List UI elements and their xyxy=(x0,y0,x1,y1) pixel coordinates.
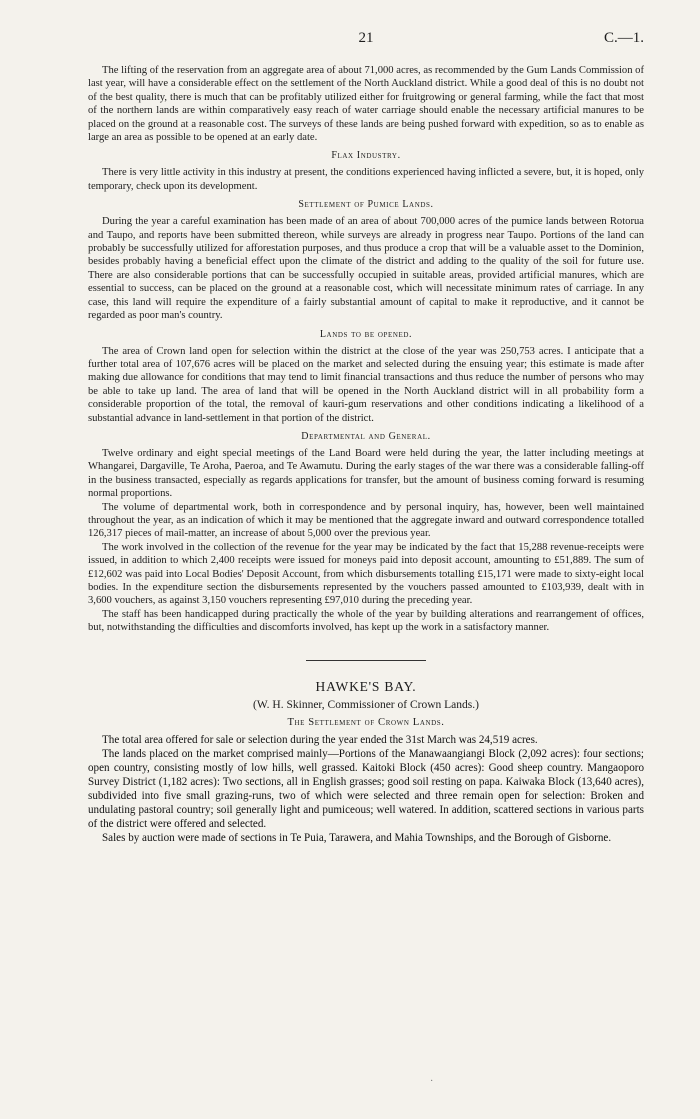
page-number: 21 xyxy=(358,30,374,46)
pumice-paragraph: During the year a careful examination has been made of an area of about 700,000 acres of the pumice lands between Rotorua and Taupo, and reports have been submitted thereon, while surveys are already in progress near Taupo. Portions of the land can probably be successfully utilized for afforestation purposes, and thus produce a crop that will be a valuable asset to the Dominion, besides probably having a beneficial effect upon the climate of the district and adding to the quality of the soil for future use. There are also considerable portions that can be successfully occupied in suitable areas, provided artificial manures, which are essential to success, can be placed on the ground at a reasonable cost, which will necessitate minimum rates of carriage. In any case, this land will require the expenditure of a fairly substantial amount of capital to make it reproductive, and it cannot be regarded as poor man's country. xyxy=(88,216,644,322)
section-divider xyxy=(306,660,426,661)
hawkes-bay-paragraph-3: Sales by auction were made of sections in Te Puia, Tarawera, and Mahia Townships, and the Borough of Gisborne. xyxy=(102,831,612,844)
departmental-paragraph-4: The staff has been handicapped during practically the whole of the year by building alterations and rearrangement of offices, but, notwithstanding the difficulties and discomforts involved, has kept up the work in a satisfactory manner. xyxy=(88,608,644,634)
departmental-paragraph-1: Twelve ordinary and eight special meetings of the Land Board were held during the year, the latter including meetings at Whangarei, Dargaville, Te Aroha, Paeroa, and Te Awamutu. During the early stages of the war there was a considerable falling-off in the business transacted, especially as regards applications for transfer, but the amount of business coming forward is resuming normal proportions. xyxy=(88,447,644,500)
pumice-heading: Settlement of Pumice Lands. xyxy=(298,199,434,211)
flax-heading: Flax Industry. xyxy=(331,150,401,162)
departmental-heading: Departmental and General. xyxy=(301,430,431,442)
page-body xyxy=(88,64,644,845)
hawkes-bay-section xyxy=(88,679,644,845)
departmental-paragraph-3: The work involved in the collection of the revenue for the year may be indicated by the fact that 15,288 revenue-receipts were issued, in addition to which 2,400 receipts were issued for moneys paid into deposit account, amounting to £51,889. The sum of £12,602 was paid into Local Bodies' Deposit Account, from which disbursements totalling £15,171 were made to sixty-eight local bodies. In the expenditure section the disbursements represented by the vouchers passed amounted to £103,939, dealt with in 3,600 vouchers, as against 3,150 vouchers representing £97,010 during the preceding year. xyxy=(88,541,644,607)
flax-paragraph: There is very little activity in this industry at present, the conditions experienced having inflicted a severe, but, it is hoped, only temporary, check upon its development. xyxy=(88,167,644,192)
district-title: HAWKE'S BAY. xyxy=(315,678,417,694)
settlement-heading: The Settlement of Crown Lands. xyxy=(287,716,445,728)
lands-opened-heading: Lands to be opened. xyxy=(319,328,413,340)
document-reference: C.—1. xyxy=(603,30,644,46)
print-speck: · xyxy=(430,1076,434,1087)
hawkes-bay-paragraph-1: The total area offered for sale or selection during the year ended the 31st March was 24,519 acres. xyxy=(102,733,538,746)
lands-opened-paragraph: The area of Crown land open for selection within the district at the close of the year was 250,753 acres. I anticipate that a further total area of 107,676 acres will be placed on the market and selected during the ensuing year; this estimate is made after making due allowance for conditions that may tend to limit financial transactions and thus reduce the number of persons who may be able to take up land. The area of land that will be opened in the North Auckland district will in all probability form a considerable proportion of the total, the removal of kauri-gum reservations and other conditions indicating a likelihood of a substantial advance in land-settlement in that portion of the district. xyxy=(88,345,644,424)
page-header xyxy=(88,30,644,50)
intro-paragraph: The lifting of the reservation from an aggregate area of about 71,000 acres, as recommended by the Gum Lands Commission of last year, will have a considerable effect on the settlement of the North Auckland district. While a good deal of this is no doubt not of the best quality, there is much that can be profitably utilized either for fruitgrowing or general farming, while the fact that most of the northern lands are within comparatively easy reach of water carriage should enable the necessary artificial manures to be placed on the ground at a reasonable cost. The surveys of these lands are being pushed forward with expedition, so as to enable as large an area as possible to be opened at an early date. xyxy=(88,65,644,144)
departmental-paragraph-2: The volume of departmental work, both in correspondence and by personal inquiry, has, however, been well maintained throughout the year, as an indication of which it may be mentioned that the aggregate inward and outward correspondence totalled 126,317 pieces of mail-matter, an increase of about 5,000 over the previous year. xyxy=(88,501,644,540)
hawkes-bay-paragraph-2: The lands placed on the market comprised mainly—Portions of the Manawaangiangi Block (2,092 acres): four sections; open country, consisting mostly of low hills, well grassed. Kaitoki Block (450 acres): Good sheep country. Mangaoporo Survey District (1,182 acres): Two sections, all in English grasses; good soil resting on papa. Kaiwaka Block (13,640 acres), subdivided into five small grazing-runs, two of which were selected and three remain open for selection: Broken and undulating pastoral country; soil generally light and pumiceous; well watered. In addition, scattered sections in various parts of the district were offered and selected. xyxy=(88,747,644,830)
commissioner-line: (W. H. Skinner, Commissioner of Crown Lands.) xyxy=(253,698,479,711)
